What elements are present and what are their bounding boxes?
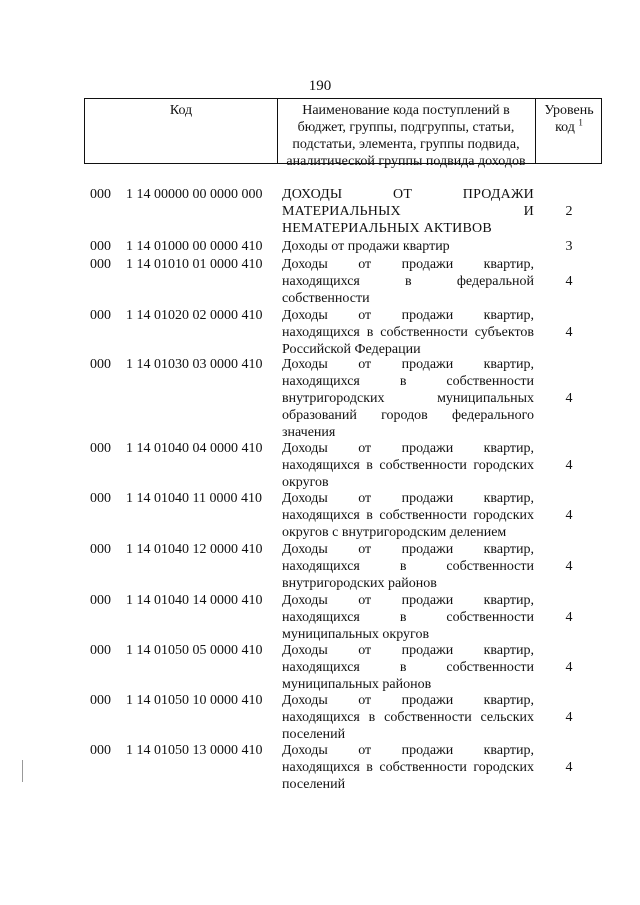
revenue-name-line: находящихся в собственности	[282, 559, 534, 574]
budget-code: 1 14 00000 00 0000 000	[126, 187, 263, 202]
revenue-name-line: значения	[282, 425, 336, 440]
revenue-name-line: находящихся в собственности	[282, 660, 534, 675]
revenue-name-line: Доходы от продажи квартир,	[282, 357, 534, 372]
level-value: 4	[565, 559, 573, 574]
level-value: 4	[565, 610, 573, 625]
revenue-name	[282, 238, 534, 255]
revenue-name-line: находящихся в собственности	[282, 610, 534, 625]
level-value: 4	[565, 660, 573, 675]
budget-code: 1 14 01050 13 0000 410	[126, 743, 263, 758]
admin-code: 000	[90, 308, 111, 323]
admin-code: 000	[90, 593, 111, 608]
revenue-name-line: находящихся в собственности городских	[282, 458, 534, 473]
header-code: Код	[169, 103, 193, 118]
revenue-name-line: Доходы от продажи квартир,	[282, 643, 534, 658]
revenue-name-line: Российской Федерации	[282, 342, 421, 357]
header-level	[535, 99, 603, 136]
revenue-name	[282, 642, 534, 693]
admin-code: 000	[90, 441, 111, 456]
header-name-line: бюджет, группы, подгруппы, статьи,	[297, 120, 515, 135]
revenue-name-line: Доходы от продажи квартир	[282, 239, 450, 254]
admin-code: 000	[90, 357, 111, 372]
admin-code: 000	[90, 491, 111, 506]
budget-code: 1 14 01040 12 0000 410	[126, 542, 263, 557]
level-value: 4	[565, 274, 573, 289]
table-header	[84, 98, 602, 169]
revenue-name-line: находящихся в собственности городских	[282, 508, 534, 523]
admin-code: 000	[90, 542, 111, 557]
revenue-name-line: поселений	[282, 777, 346, 792]
revenue-name-line: Доходы от продажи квартир,	[282, 693, 534, 708]
revenue-name	[282, 592, 534, 643]
level-value: 4	[565, 391, 573, 406]
budget-code: 1 14 01020 02 0000 410	[126, 308, 263, 323]
revenue-name	[282, 440, 534, 491]
header-level-text: код	[555, 120, 575, 135]
revenue-name-line: муниципальных округов	[282, 627, 430, 642]
revenue-name-line: Доходы от продажи квартир,	[282, 308, 534, 323]
revenue-name-line: образований городов федерального	[282, 408, 534, 423]
budget-code: 1 14 01040 04 0000 410	[126, 441, 263, 456]
admin-code: 000	[90, 743, 111, 758]
admin-code: 000	[90, 693, 111, 708]
budget-code: 1 14 01050 05 0000 410	[126, 643, 263, 658]
revenue-name-line: муниципальных районов	[282, 677, 432, 692]
admin-code: 000	[90, 643, 111, 658]
level-value: 4	[565, 325, 573, 340]
budget-code: 1 14 01050 10 0000 410	[126, 693, 263, 708]
revenue-name-line: находящихся в собственности субъектов	[282, 325, 534, 340]
revenue-name-line: НЕМАТЕРИАЛЬНЫХ АКТИВОВ	[282, 221, 492, 236]
revenue-name-line: внутригородских районов	[282, 576, 437, 591]
budget-code: 1 14 01030 03 0000 410	[126, 357, 263, 372]
budget-code: 1 14 01040 14 0000 410	[126, 593, 263, 608]
admin-code: 000	[90, 257, 111, 272]
revenue-name	[282, 541, 534, 592]
level-value: 4	[565, 508, 573, 523]
revenue-name-line: округов с внутригородским делением	[282, 525, 507, 540]
level-value: 4	[565, 760, 573, 775]
revenue-name-line: округов	[282, 475, 329, 490]
admin-code: 000	[90, 187, 111, 202]
revenue-name-line: Доходы от продажи квартир,	[282, 593, 534, 608]
level-value: 4	[565, 710, 573, 725]
revenue-name	[282, 692, 534, 743]
revenue-name-line: внутригородских муниципальных	[282, 391, 534, 406]
revenue-name-line: Доходы от продажи квартир,	[282, 491, 534, 506]
header-level-line	[535, 119, 603, 136]
revenue-name	[282, 356, 534, 441]
revenue-name-line: собственности	[282, 291, 370, 306]
footnote-marker: 1	[578, 117, 583, 128]
header-name-line: подстатьи, элемента, группы подвида,	[292, 137, 520, 152]
budget-code: 1 14 01040 11 0000 410	[126, 491, 262, 506]
revenue-name-line: Доходы от продажи квартир,	[282, 441, 534, 456]
revenue-name-line: находящихся в собственности	[282, 374, 534, 389]
header-name	[277, 99, 535, 170]
revenue-name-line: Доходы от продажи квартир,	[282, 257, 534, 272]
budget-code: 1 14 01000 00 0000 410	[126, 239, 263, 254]
revenue-name	[282, 186, 534, 237]
level-value: 2	[565, 204, 573, 219]
revenue-name	[282, 742, 534, 793]
revenue-name-line: Доходы от продажи квартир,	[282, 743, 534, 758]
header-level-line: Уровень	[544, 103, 594, 118]
header-name-line: Наименование кода поступлений в	[302, 103, 510, 118]
scan-artifact	[22, 760, 23, 782]
revenue-name-line: находящихся в собственности городских	[282, 760, 534, 775]
revenue-name-line: поселений	[282, 727, 346, 742]
header-name-line: аналитической группы подвида доходов	[286, 154, 526, 169]
revenue-name-line: находящихся в федеральной	[282, 274, 534, 289]
budget-code: 1 14 01010 01 0000 410	[126, 257, 263, 272]
admin-code: 000	[90, 239, 111, 254]
revenue-name-line: находящихся в собственности сельских	[282, 710, 534, 725]
revenue-name	[282, 256, 534, 307]
revenue-name-line: ДОХОДЫ ОТ ПРОДАЖИ	[282, 187, 534, 202]
revenue-name	[282, 490, 534, 541]
page-number: 190	[308, 78, 332, 94]
level-value: 4	[565, 458, 573, 473]
revenue-name-line: МАТЕРИАЛЬНЫХ И	[282, 204, 534, 219]
revenue-name	[282, 307, 534, 358]
level-value: 3	[565, 239, 573, 254]
revenue-name-line: Доходы от продажи квартир,	[282, 542, 534, 557]
